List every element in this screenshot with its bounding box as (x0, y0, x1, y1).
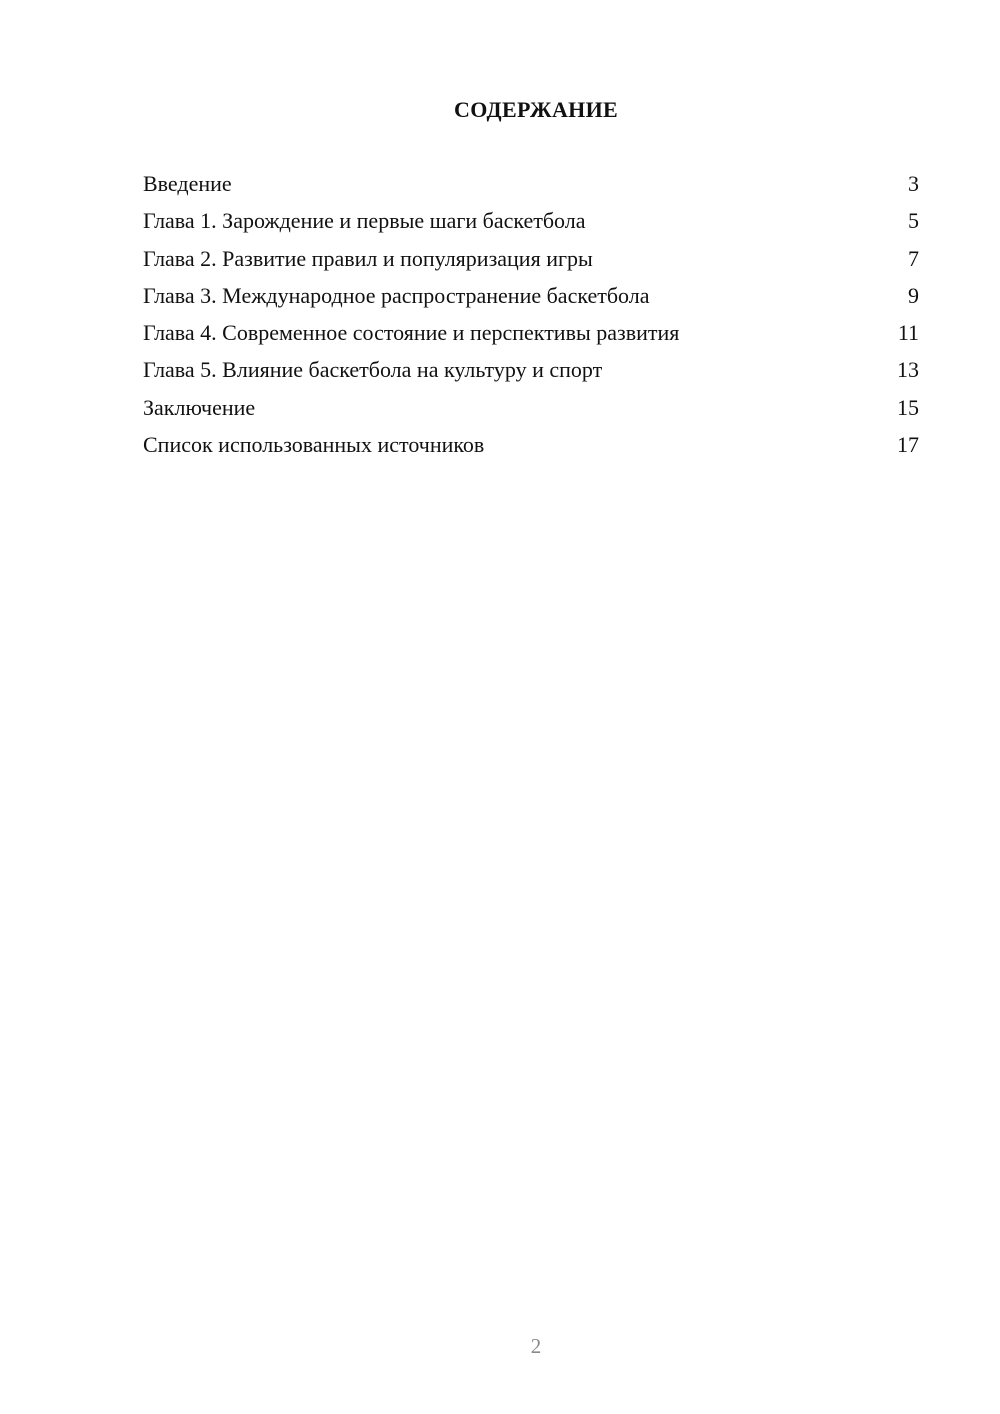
toc-entry-label: Список использованных источников (143, 432, 485, 458)
toc-entry-label: Глава 2. Развитие правил и популяризация игры (143, 245, 593, 271)
toc-entry-introduction (143, 168, 919, 205)
toc-entry-label: Глава 4. Современное состояние и перспективы развития (143, 320, 680, 346)
toc-entry-page: 7 (908, 245, 919, 271)
toc-entry-label: Глава 3. Международное распространение баскетбола (143, 282, 650, 308)
toc-entry-page: 11 (897, 320, 919, 346)
toc-entry-label: Глава 1. Зарождение и первые шаги баскетбола (143, 208, 586, 234)
toc-entry-page: 17 (897, 432, 919, 458)
toc-entry-label: Глава 5. Влияние баскетбола на культуру и спорт (143, 357, 603, 383)
toc-entry-label: Заключение (143, 394, 256, 420)
toc-entry-chapter-3 (143, 280, 919, 317)
toc-entry-chapter-2 (143, 243, 919, 280)
toc-entry-label: Введение (143, 171, 232, 196)
toc-entry-conclusion (143, 392, 919, 429)
page-title: СОДЕРЖАНИЕ (454, 97, 618, 122)
toc-entry-chapter-5 (143, 354, 919, 391)
toc-entry-page: 3 (908, 171, 919, 196)
page-number: 2 (530, 1334, 542, 1358)
toc-entry-page: 15 (897, 394, 919, 420)
table-of-contents (143, 168, 919, 466)
toc-entry-page: 9 (908, 282, 919, 308)
toc-entry-page: 5 (908, 208, 919, 234)
toc-entry-references (143, 429, 919, 466)
toc-entry-chapter-1 (143, 205, 919, 242)
toc-entry-chapter-4 (143, 317, 919, 354)
toc-entry-page: 13 (897, 357, 919, 383)
